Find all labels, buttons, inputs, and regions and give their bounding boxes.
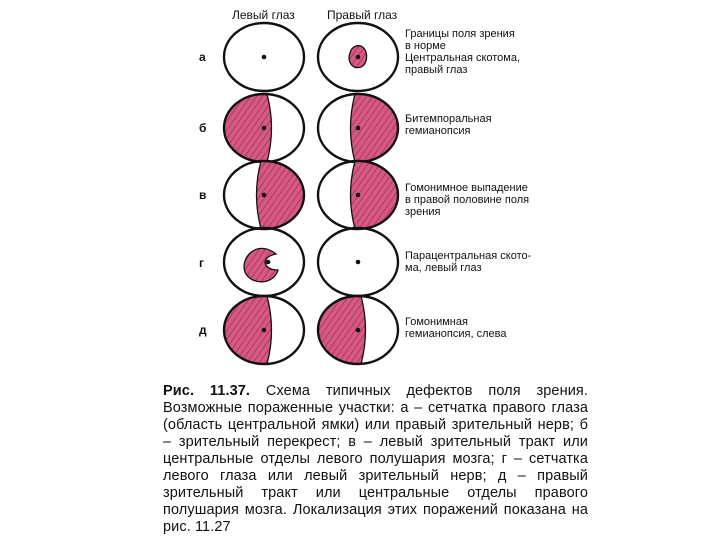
- row-label-g: г: [199, 256, 204, 270]
- description-a: Границы поля зрения в норме Центральная скотома, правый глаз: [405, 28, 521, 76]
- right-eye-header: Правый глаз: [327, 8, 398, 22]
- fixation-point: [356, 193, 361, 198]
- visual-field-right-5: [316, 294, 398, 366]
- description-b: Битемпоральная гемианопсия: [405, 113, 492, 137]
- visual-field-left-3: [224, 159, 306, 231]
- defect-area: [244, 248, 278, 281]
- caption-text: Схема типичных дефектов поля зрения. Возможные пораженные участки: а – сетчатка правого глаза (область центральной ямки) или правый зрительный нерв; б – зрительный перекрест; в – левый зрительный тракт или центральные отделы левого полушария мозга; г – сетчатка левого глаза или левый зрительный нерв; д – правый зрительный тракт или центральные отделы правого полушария мозга. Локализация этих поражений показана на рис. 11.27: [163, 383, 588, 535]
- row-label-v: в: [199, 188, 207, 202]
- fixation-point: [356, 55, 361, 60]
- fixation-point: [262, 328, 267, 333]
- description-v: Гомонимное выпадение в правой половине поля зрения: [405, 182, 530, 218]
- figure-caption: [163, 383, 588, 536]
- description-g: Парацентральная ското- ма, левый глаз: [405, 250, 532, 274]
- caption-figure-number: Рис. 11.37.: [163, 383, 251, 399]
- fixation-point: [356, 328, 361, 333]
- visual-field-left-1: [224, 23, 304, 91]
- visual-field-right-2: [318, 92, 400, 164]
- fixation-point: [356, 260, 361, 265]
- fixation-point: [262, 126, 267, 131]
- visual-field-left-4: [224, 228, 304, 296]
- fixation-point: [262, 193, 267, 198]
- visual-field-right-4: [318, 228, 398, 296]
- visual-field-right-1: [318, 23, 398, 91]
- visual-field-left-2: [222, 92, 304, 164]
- fixation-point: [266, 260, 271, 265]
- fixation-point: [262, 55, 267, 60]
- row-label-a: а: [199, 50, 206, 64]
- visual-field-right-3: [318, 159, 400, 231]
- fixation-point: [356, 126, 361, 131]
- left-eye-header: Левый глаз: [232, 8, 295, 22]
- row-label-d: д: [199, 323, 207, 337]
- description-d: Гомонимная гемианопсия, слева: [405, 316, 507, 340]
- row-label-b: б: [199, 121, 207, 135]
- visual-field-left-5: [222, 294, 304, 366]
